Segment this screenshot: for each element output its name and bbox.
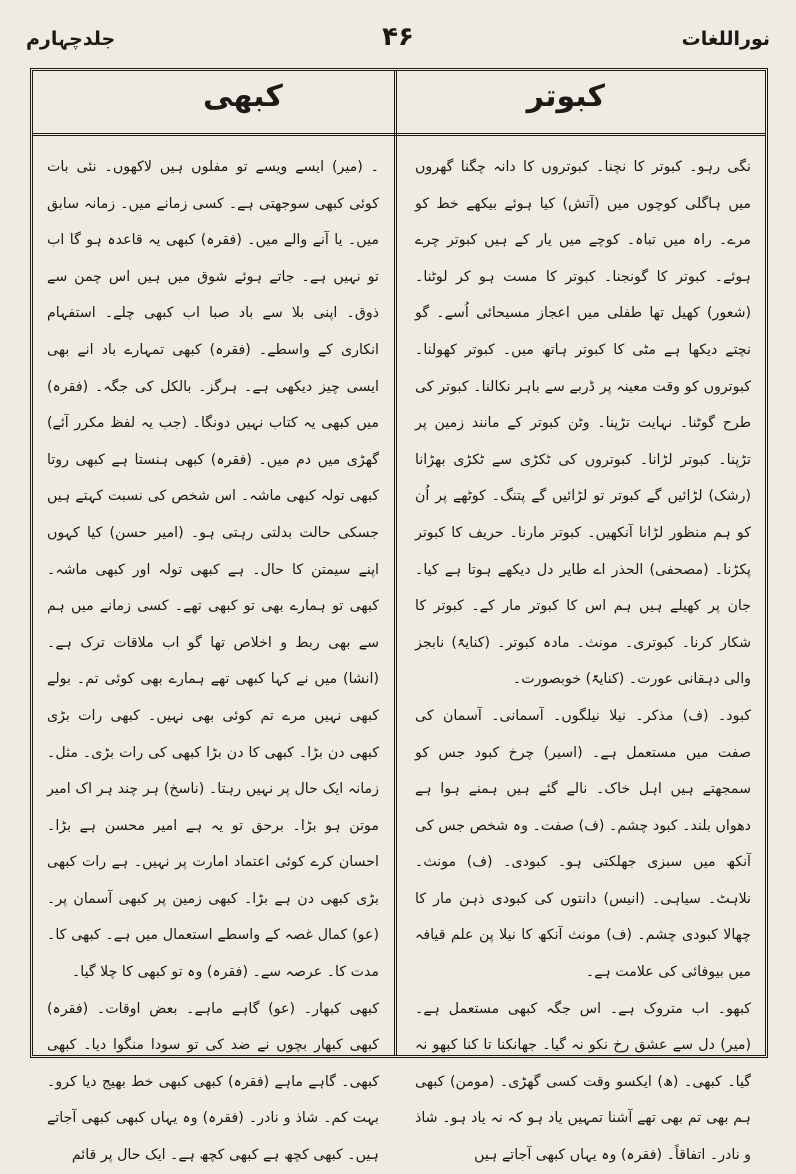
left-paragraph-1: ۔ (میر) ایسے ویسے تو مفلوں ہیں لاکھوں۔ نئی بات کوئی کبھی سوجھتی ہے۔ کسی زمانے میں۔ زمانہ سابق میں۔ یا آنے والے میں۔ (فقرہ) کبھی یہ قاعدہ ہو گا اب تو نہیں ہے۔ جاتے ہوئے شوق میں ہیں اس چمن سے ذوق۔ اپنی بلا سے باد صبا اب کبھی چلے۔ استفہام انکاری کے واسطے۔ (فقرہ) کبھی تمہارے باد انے بھی ایسی چیز دیکھی ہے۔ ہرگز۔ بالکل کی جگہ۔ (فقرہ) میں کبھی یہ کتاب نہیں دونگا۔ (جب یہ لفظ مکرر آئے) گھڑی میں دم میں۔ (فقرہ) کبھی ہنستا ہے کبھی روتا کبھی تولہ کبھی ماشہ۔ اس شخص کی نسبت کہتے ہیں جسکی حالت بدلتی رہتی ہو۔ (امیر حسن) کیا کہوں اپنے سیمتن کا حال۔ ہے کبھی تولہ اور کبھی ماشہ۔ کبھی تو ہمارے بھی تو کبھی تھے۔ کسی زمانے میں ہم سے بھی ربط و اخلاص تھا گو اب ملاقات ترک ہے۔ (انشا) میں نے کہا کبھی تھے ہمارے بھی کوئی تم۔ بولے کبھی نہیں مرے تم کوئی بھی نہیں۔ کبھی رات بڑی کبھی دن بڑا۔ کبھی کا دن بڑا کبھی کی رات بڑی۔ مثل۔ زمانہ ایک حال پر نہیں رہتا۔ (ناسخ) ہر چند ہر اک امیر موتن ہو بڑا۔ برحق تو یہ ہے امیر محسن ہے بڑا۔ احسان کرے کوئی اعتماد امارت پر نہیں۔ ہے رات کبھی بڑی کبھی دن ہے بڑا۔ کبھی زمین پر کبھی آسمان پر۔ (عو) کمال غصہ کے واسطے استعمال میں ہے۔ کبھی کا۔ مدت کا۔ عرصہ سے۔ (فقرہ) وہ تو کبھی کا چلا گیا۔ (47, 159, 379, 981)
column-divider (394, 71, 397, 1055)
right-paragraph-1: نگی رہو۔ کبوتر کا نچنا۔ کبوتروں کا دانہ چگنا گھروں میں ہاگلی کوچوں میں (آتش) کیا ہوئے بیکھے خط کو مرے۔ راہ میں تباہ۔ کوچے میں یار کے ہیں کبوتر چرے ہوئے۔ کبوتر کا گونجنا۔ کبوتر کا مست ہو کر لوٹنا۔ (شعور) کھیل تھا طفلی میں اعجاز مسیحائی اُسے۔ گو نچتے دیکھا ہے مٹی کا کبوتر ہاتھ میں۔ کبوتر کھولنا۔ کبوتروں کو وقت معینہ پر ڈربے سے باہر نکالنا۔ کبوتر کی طرح گوٹنا۔ نہایت تڑپنا۔ وٹن کبوتر کے مانند زمین پر تڑپنا۔ کبوتر لڑانا۔ کبوتروں کی ٹکڑی سے ٹکڑی بھڑانا (رشک) لڑائیں گے کبوتر تو لڑائیں گے پتنگ۔ کوٹھے پر اُن کو ہم منظور لڑانا آنکھیں۔ کبوتر مارنا۔ حریف کا کبوتر پکڑنا۔ (مصحفی) الحذر اے طایر دل دیکھے ہوتا ہے کیا۔ جان پر کھیلے ہیں ہم اس کا کبوتر مار کے۔ کبوتر کا شکار کرنا۔ کبوتری۔ مونث۔ مادہ کبوتر۔ (کنایۃً) نابجز والی دہقانی عورت۔ (کنایۃً) خوبصورت۔ (415, 159, 751, 688)
right-paragraph-2: کبود۔ (ف) مذکر۔ نیلا نیلگوں۔ آسمانی۔ آسمان کی صفت میں مستعمل ہے۔ (اسیر) چرخ کبود جس کو سمجھتے ہیں اہل خاک۔ نالے گئے ہیں ہمنے ہوا ہے دھواں بلند۔ کبود چشم۔ (ف) صفت۔ وہ شخص جس کی آنکھ میں سبزی جھلکتی ہو۔ کبودی۔ (ف) مونث۔ نلاہٹ۔ سیاہی۔ (انیس) دانتوں کی کبودی ذہن مار کا چھالا کبودی چشم۔ (ف) مونث آنکھ کا نیلا پن علم قیافہ میں بیوفائی کی علامت ہے۔ (415, 707, 751, 981)
volume-label: جلدچہارم (26, 28, 116, 50)
running-header (26, 22, 770, 62)
left-column-text (47, 149, 379, 1164)
right-paragraph-3: کبھو۔ اب متروک ہے۔ اس جگہ کبھی مستعمل ہے۔ (میر) دل سے عشق رخ نکو نہ گیا۔ جھانکنا تا کنا کبھو نہ گیا۔ کبھی۔ (ھ) ایکسو وقت کسی گھڑی۔ (مومن) کبھی ہم بھی تم بھی تھے آشنا تمہیں یاد ہو کہ نہ یاد ہو۔ شاذ و نادر۔ اتفاقاً۔ (فقرہ) وہ یہاں کبھی آجاتے ہیں (415, 1000, 751, 1164)
left-paragraph-2: کبھی کبھار۔ (عو) گاہے ماہے۔ بعض اوقات۔ (فقرہ) کبھی کبھار بچوں نے ضد کی تو سودا منگوا دیا۔ کبھی کبھی۔ گاہے ماہے (فقرہ) کبھی کبھی خط بھیج دیا کرو۔ بہت کم۔ شاذ و نادر۔ (فقرہ) وہ یہاں کبھی کبھی آجاتے ہیں۔ کبھی کچھ ہے کبھی کچھ ہے۔ ایک حال پر قائم (47, 1000, 379, 1164)
column-heading-row (33, 71, 765, 136)
right-column-text (415, 149, 751, 1164)
page-frame (30, 68, 768, 1164)
right-column-heading: کبوتر (526, 79, 605, 114)
book-title: نوراللغات (681, 28, 770, 50)
left-column-heading: کبھی (203, 79, 283, 114)
page-number: ۴۶ (382, 22, 414, 52)
